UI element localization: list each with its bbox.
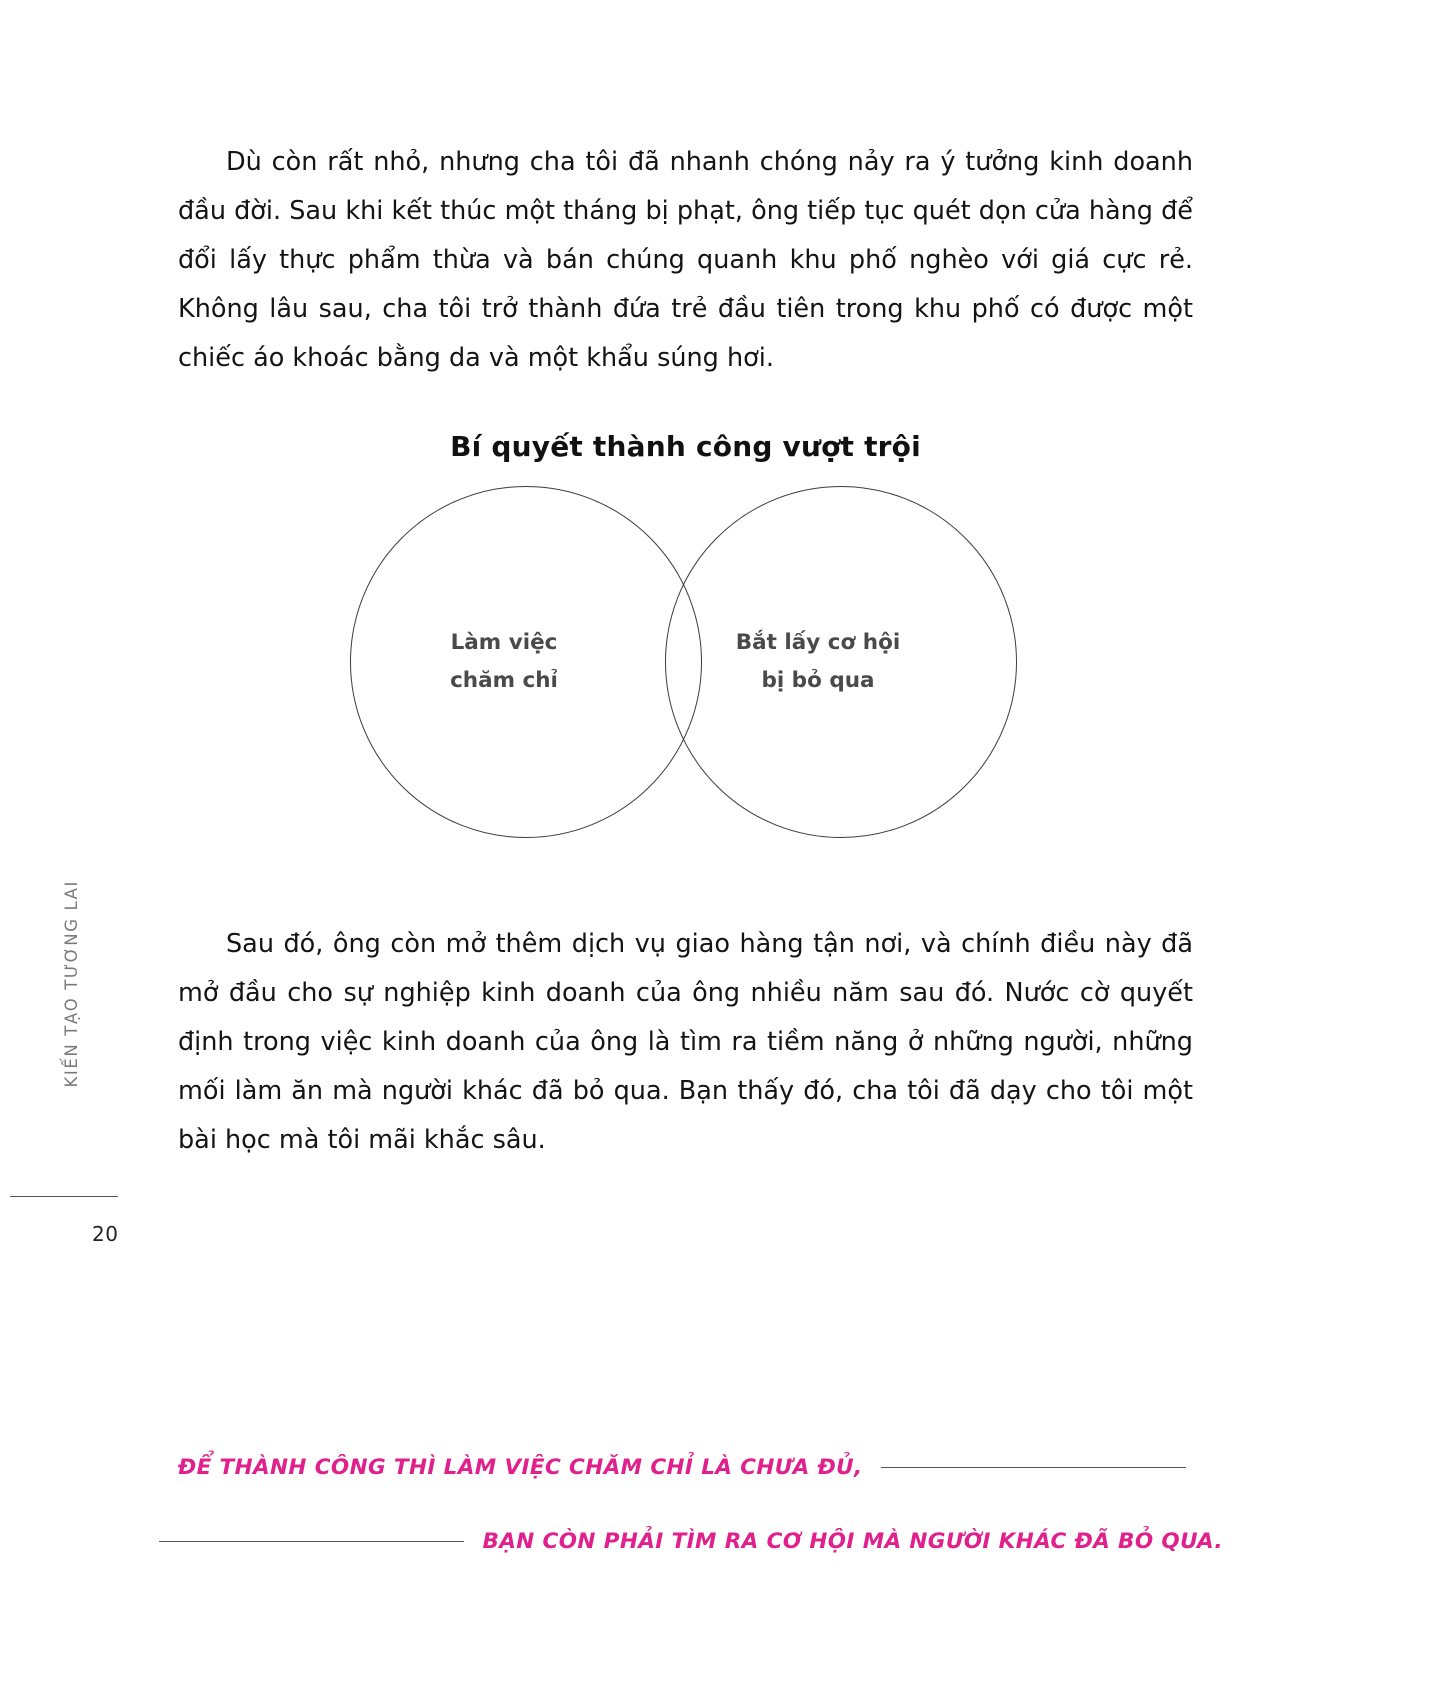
body-paragraph-2: Sau đó, ông còn mở thêm dịch vụ giao hàng tận nơi, và chính điều này đã mở đầu cho sự nghiệp kinh doanh của ông nhiều năm sau đó. Nước cờ quyết định trong việc kinh doanh của ông là tìm ra tiềm năng ở những người, những mối làm ăn mà người khác đã bỏ qua. Bạn thấy đó, cha tôi đã dạy cho tôi một bài học mà tôi mãi khắc sâu. [178, 929, 1193, 1155]
page-number: 20 [92, 1222, 119, 1246]
pull-quote-rule-2 [159, 1541, 464, 1542]
running-head [62, 880, 102, 1180]
body-paragraph-1: Dù còn rất nhỏ, nhưng cha tôi đã nhanh chóng nảy ra ý tưởng kinh doanh đầu đời. Sau khi kết thúc một tháng bị phạt, ông tiếp tục quét dọn cửa hàng để đổi lấy thực phẩm thừa và bán chúng quanh khu phố nghèo với giá cực rẻ. Không lâu sau, cha tôi trở thành đứa trẻ đầu tiên trong khu phố có được một chiếc áo khoác bằng da và một khẩu súng hơi. [178, 147, 1193, 373]
running-head-text: KIẾN TẠO TƯƠNG LAI [62, 880, 81, 1088]
venn-label-left [354, 624, 654, 700]
folio-divider [10, 1196, 118, 1197]
pull-quote-text-1: ĐỂ THÀNH CÔNG THÌ LÀM VIỆC CHĂM CHỈ LÀ CHƯA ĐỦ, [178, 1455, 863, 1480]
pull-quote-line-1 [178, 1455, 1223, 1480]
figure-title: Bí quyết thành công vượt trội [450, 430, 921, 463]
venn-label-right [668, 624, 968, 700]
venn-diagram [178, 476, 1193, 848]
venn-label-right-line1: Bắt lấy cơ hội [735, 630, 901, 655]
pull-quote [178, 1455, 1223, 1585]
venn-label-right-line2: bị bỏ qua [761, 668, 875, 693]
figure-venn [178, 430, 1193, 860]
pull-quote-text-2: BẠN CÒN PHẢI TÌM RA CƠ HỘI MÀ NGƯỜI KHÁC ĐÃ BỎ QUA. [482, 1529, 1223, 1554]
pull-quote-line-2 [178, 1529, 1223, 1554]
venn-label-left-line1: Làm việc [450, 630, 558, 655]
venn-label-left-line2: chăm chỉ [450, 668, 558, 693]
pull-quote-rule-1 [881, 1467, 1186, 1468]
